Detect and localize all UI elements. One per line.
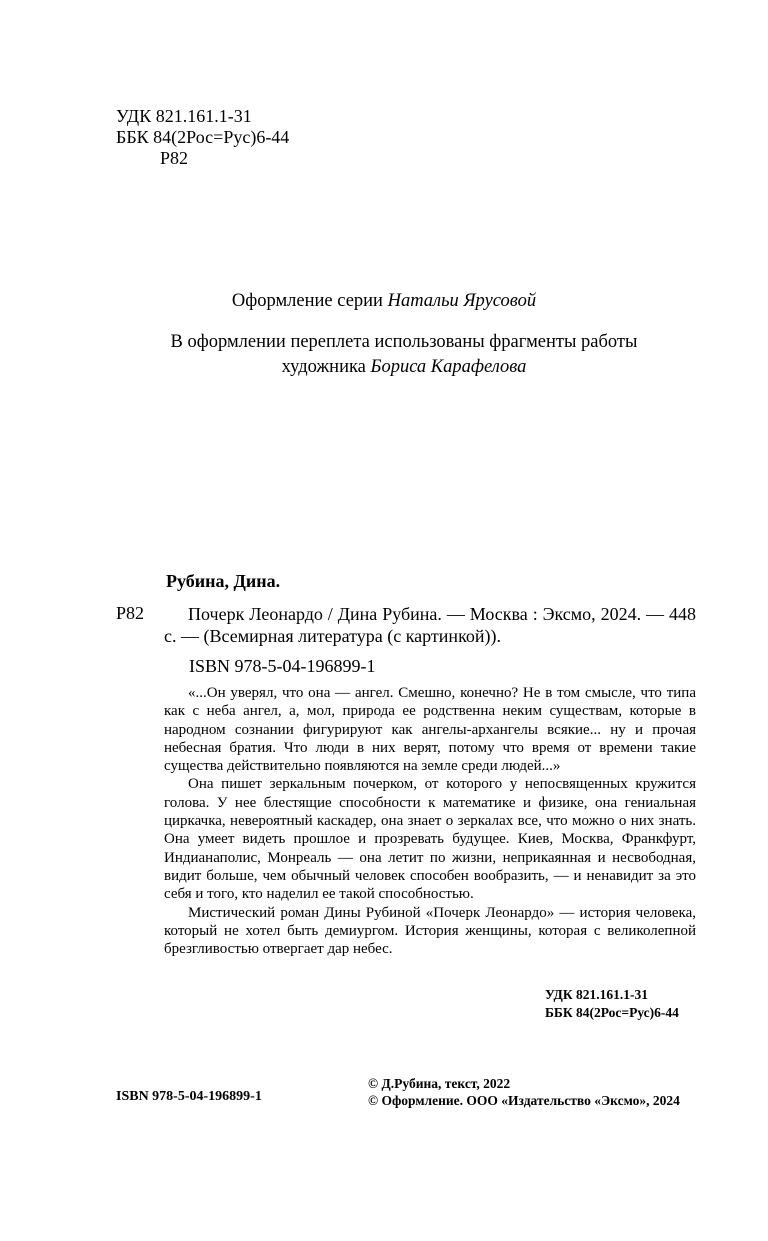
udk-code-footer: УДК 821.161.1-31 <box>545 987 648 1002</box>
binding-design-line1: В оформлении переплета использованы фрагменты работы <box>170 332 638 352</box>
record-isbn: ISBN 978-5-04-196899-1 <box>189 656 376 676</box>
copyright-design: © Оформление. ООО «Издательство «Эксмо», 2024 <box>368 1093 680 1108</box>
annotation <box>164 684 696 958</box>
record-author: Рубина, Дина. <box>166 571 281 591</box>
annotation-classification <box>545 986 679 1022</box>
bbk-code: ББК 84(2Рос=Рус)6-44 <box>116 127 290 147</box>
classification-block <box>116 106 289 169</box>
annotation-paragraph: Она пишет зеркальным почерком, от которого у непосвященных кружится голова. У нее блестящие способности к математике и физике, она гениальная циркачка, невероятный каскадер, она знает о зеркалах все, что можно о них знать. Она умеет видеть прошлое и прозревать будущее. Киев, Москва, Франкфурт, Индианаполис, Монреаль — она летит по жизни, неприкаянная и несвободная, видит больше, чем обычный человек способен вообразить, — и ненавидит за это себя и того, кто наделил ее такой способностью. <box>164 776 696 903</box>
bbk-code-footer: ББК 84(2Рос=Рус)6-44 <box>545 1005 679 1020</box>
copyright-block <box>368 1075 680 1109</box>
binding-design-prefix: художника <box>281 357 371 377</box>
series-design-credit <box>0 290 768 312</box>
annotation-paragraph: Мистический роман Дины Рубиной «Почерк Леонардо» — история человека, который не хотел быть демиургом. История женщины, которая с великолепной брезгливостью отвергает дар небес. <box>164 904 696 958</box>
record-mark: Р82 <box>116 603 145 623</box>
bibliographic-description: Почерк Леонардо / Дина Рубина. — Москва : Эксмо, 2024. — 448 с. — (Всемирная литература (с картинкой)). <box>164 604 696 646</box>
binding-artist-name: Бориса Карафелова <box>370 357 527 377</box>
footer-isbn: ISBN 978-5-04-196899-1 <box>116 1089 262 1104</box>
series-design-prefix: Оформление серии <box>231 291 388 311</box>
series-designer-name: Натальи Ярусовой <box>387 291 537 311</box>
annotation-paragraph: «...Он уверял, что она — ангел. Смешно, конечно? Не в том смысле, что типа как с неба ангел, а, мол, природа ее родственна неким существам, которые в народном сознании фигурируют как ангелы-архангелы всякие... ну и прочая небесная братия. Что люди в них верят, потому что время от времени такие существа действительно появляются на земле среди людей...» <box>164 685 696 775</box>
author-mark: Р82 <box>160 148 189 168</box>
udk-code: УДК 821.161.1-31 <box>116 106 252 126</box>
binding-design-line2 <box>0 355 768 380</box>
binding-design-credit <box>0 330 768 380</box>
copyright-text: © Д.Рубина, текст, 2022 <box>368 1076 511 1091</box>
